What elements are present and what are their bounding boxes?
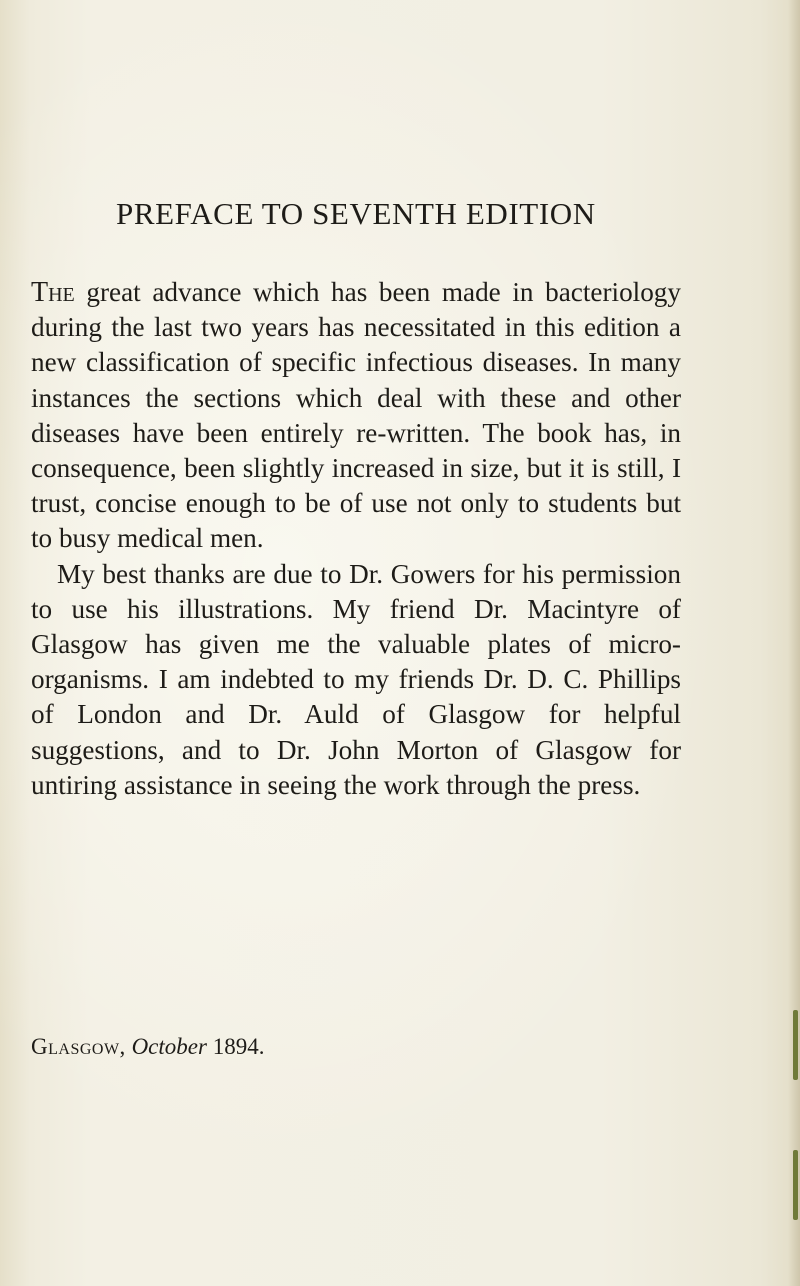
paragraph-lead-word: The bbox=[31, 277, 75, 308]
paragraph-1-text: great advance which has been made in bacteriology during the last two years has necessitated in this edition a new classification of specific infectious diseases. In many instances the sections which deal with these and other diseases have been entirely re-written. The book has, in consequence, been slightly increased in size, but it is still, I trust, concise enough to be of use not only to students but to busy medical men. bbox=[31, 277, 681, 554]
page-title: PREFACE TO SEVENTH EDITION bbox=[116, 196, 596, 231]
page-edge-shadow bbox=[788, 0, 800, 1286]
signature-line bbox=[31, 1034, 264, 1060]
paragraph-2: My best thanks are due to Dr. Gowers for his permission to use his illustrations. My friend Dr. Macintyre of Glasgow has given me the valuable plates of micro-organisms. I am indebted to my friends Dr. D. C. Phillips of London and Dr. Auld of Glasgow for helpful suggestions, and to Dr. John Morton of Glasgow for untiring assistance in seeing the work through the press. bbox=[31, 558, 681, 800]
signature-year: 1894. bbox=[212, 1034, 265, 1059]
signature-place: Glasgow, bbox=[31, 1034, 126, 1059]
edge-tab-mark bbox=[793, 1150, 798, 1220]
signature-month: October bbox=[131, 1034, 207, 1059]
preface-body bbox=[31, 275, 681, 803]
paragraph-1 bbox=[31, 275, 681, 557]
edge-tab-mark bbox=[793, 1010, 798, 1080]
